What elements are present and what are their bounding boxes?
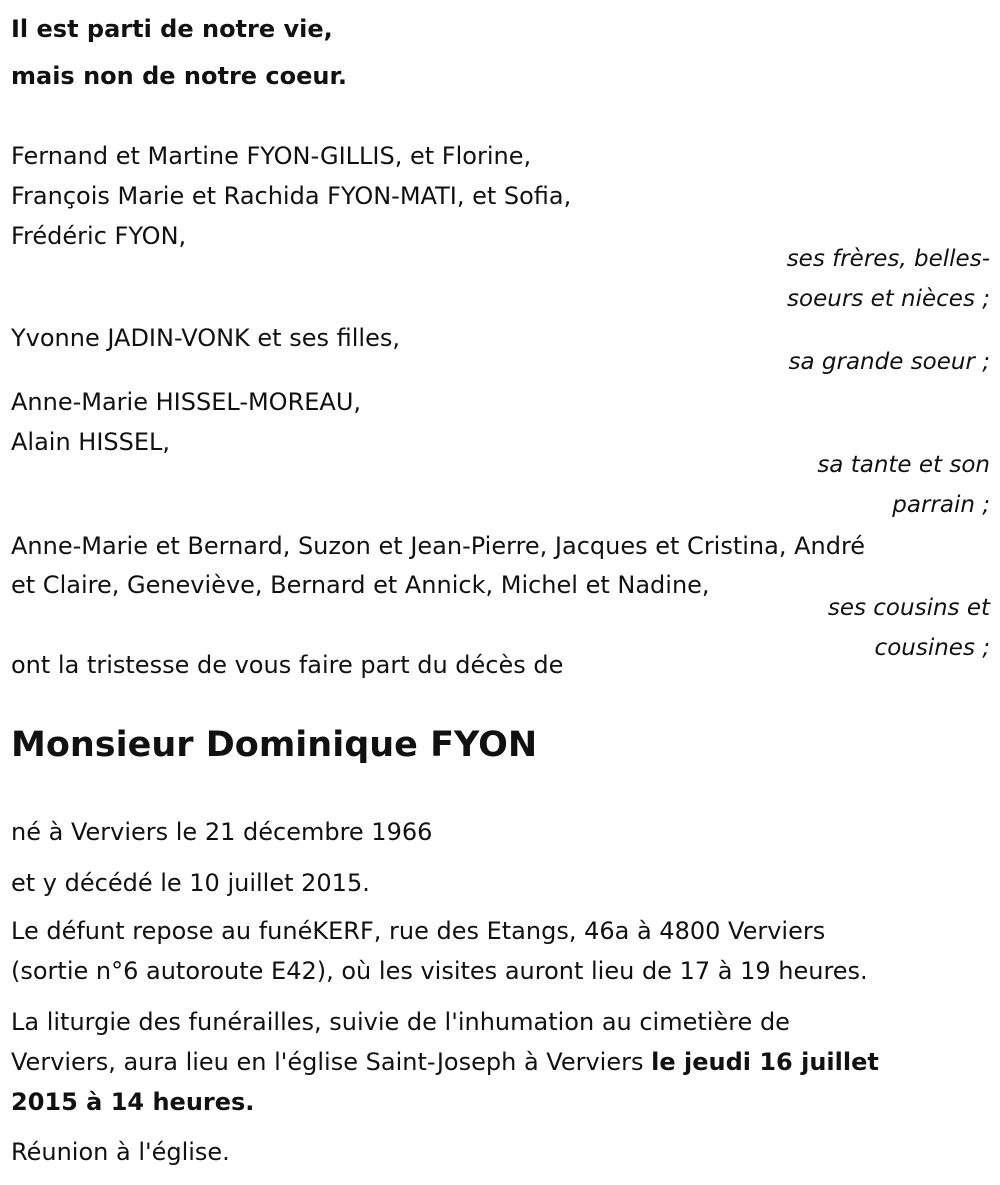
cousins-line-2: et Claire, Geneviève, Bernard et Annick, Michel et Nadine, xyxy=(11,571,710,599)
cousins-line-1: Anne-Marie et Bernard, Suzon et Jean-Pierre, Jacques et Cristina, André xyxy=(11,532,866,560)
siblings-line-2: François Marie et Rachida FYON-MATI, et Sofia, xyxy=(11,182,572,210)
deceased-name: Monsieur Dominique FYON xyxy=(11,725,538,765)
siblings-line-3: Frédéric FYON, xyxy=(11,222,187,250)
siblings-relation-2: soeurs et nièces ; xyxy=(787,286,990,312)
repose-line-2: (sortie n°6 autoroute E42), où les visites auront lieu de 17 à 19 heures. xyxy=(11,957,868,985)
death-line: et y décédé le 10 juillet 2015. xyxy=(11,869,370,897)
repose-line-1: Le défunt repose au funéKERF, rue des Etangs, 46a à 4800 Verviers xyxy=(11,917,826,945)
aunt-relation-2: parrain ; xyxy=(892,492,990,518)
liturgy-line-1: La liturgie des funérailles, suivie de l'inhumation au cimetière de xyxy=(11,1008,790,1036)
sister-line: Yvonne JADIN-VONK et ses filles, xyxy=(11,324,400,352)
birth-line: né à Verviers le 21 décembre 1966 xyxy=(11,818,433,846)
liturgy-line-2 xyxy=(11,1050,879,1074)
siblings-line-1: Fernand et Martine FYON-GILLIS, et Florine, xyxy=(11,142,532,170)
aunt-line-1: Anne-Marie HISSEL-MOREAU, xyxy=(11,388,362,416)
epigraph-line-1: Il est parti de notre vie, xyxy=(11,15,333,43)
siblings-relation-1: ses frères, belles- xyxy=(786,246,990,272)
meeting-line: Réunion à l'église. xyxy=(11,1138,230,1166)
liturgy-line-3: 2015 à 14 heures. xyxy=(11,1088,255,1116)
aunt-relation-1: sa tante et son xyxy=(817,452,990,478)
cousins-relation-1: ses cousins et xyxy=(827,595,990,621)
epigraph-line-2: mais non de notre coeur. xyxy=(11,62,348,90)
liturgy-date-text: le jeudi 16 juillet xyxy=(651,1048,879,1076)
sister-relation: sa grande soeur ; xyxy=(788,349,990,375)
announcement-text: ont la tristesse de vous faire part du décès de xyxy=(11,651,564,679)
aunt-line-2: Alain HISSEL, xyxy=(11,428,171,456)
cousins-relation-2: cousines ; xyxy=(874,635,990,661)
liturgy-location-text: Verviers, aura lieu en l'église Saint-Joseph à Verviers xyxy=(11,1048,652,1076)
